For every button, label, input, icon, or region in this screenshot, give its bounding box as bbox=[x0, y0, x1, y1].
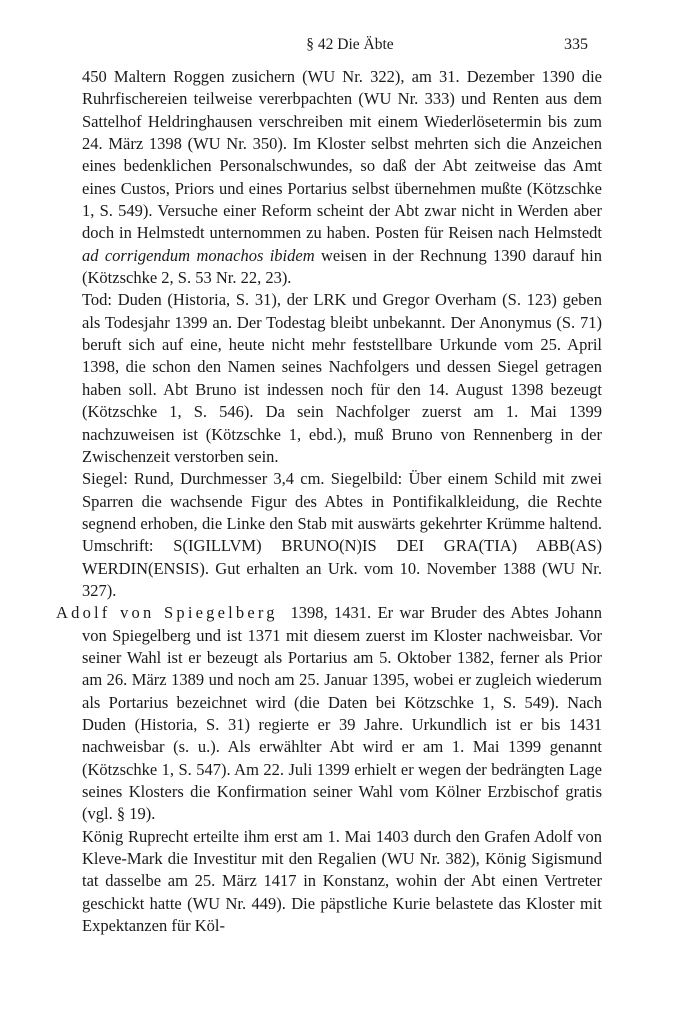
entry-heading-name: Adolf von Spiegelberg bbox=[56, 603, 278, 623]
body-text bbox=[56, 66, 607, 937]
paragraph-investiture: König Ruprecht erteilte ihm erst am 1. Mai 1403 durch den Grafen Adolf von Kleve-Mark die Investitur mit den Regalien (WU Nr. 382), König Sigismund tat dasselbe am 25. März 1417 in Konstanz, wohin der Abt einen Vertreter geschickt hatte (WU Nr. 449). Die päpstliche Kurie belastete das Kloster mit Expektanzen für Köl- bbox=[82, 826, 602, 936]
paragraph-text: weisen in der Rechnung 1390 darauf hin (Kötzschke 2, S. 53 Nr. 22, 23). bbox=[82, 245, 602, 288]
entry-adolf-von-spiegelberg bbox=[56, 602, 607, 825]
paragraph-death: Tod: Duden (Historia, S. 31), der LRK und Gregor Overham (S. 123) geben als Todesjahr 1399 an. Der Todestag bleibt unbekannt. Der Anonymus (S. 71) beruft sich auf eine, heute nicht mehr feststellbare Urkunde vom 25. April 1398, die schon den Namen seines Nachfolgers und dessen Siegel getragen haben soll. Abt Bruno ist indessen noch für den 14. August 1398 bezeugt (Kötzschke 1, S. 546). Da sein Nachfolger zuerst am 1. Mai 1399 nachzuweisen ist (Kötzschke 1, ebd.), muß Bruno von Rennenberg in der Zwischenzeit verstorben sein. bbox=[82, 290, 602, 466]
paragraph-text: 1398, 1431. Er war Bruder des Abtes Johann von Spiegelberg und ist 1371 mit diesem zuerst im Kloster nachweisbar. Vor seiner Wahl ist er bezeugt als Portarius am 5. Oktober 1382, ferner als Prior am 26. März 1389 und noch am 25. Januar 1395, wobei er zugleich wiederum als Portarius bezeichnet wird (die Daten bei Kötzschke 1, S. 549). Nach Duden (Historia, S. 31) regierte er 39 Jahre. Urkundlich ist er bis 1431 nachweisbar (s. u.). Als erwählter Abt wird er am 1. Mai 1399 genannt (Kötzschke 1, S. 547). Am 22. Juli 1399 erhielt er wegen der bedrängten Lage seines Klosters die Konfirmation seiner Wahl vom Kölner Erzbischof gratis (vgl. § 19). bbox=[82, 603, 607, 824]
paragraph-rents bbox=[82, 66, 602, 289]
paragraph-text: 450 Maltern Roggen zusichern (WU Nr. 322), am 31. Dezember 1390 die Ruhrfischereien teilweise vererbpachten (WU Nr. 333) und Renten aus dem Sattelhof Heldringhausen verschreiben mit einem Wiederlösetermin bis zum 24. März 1398 (WU Nr. 350). Im Kloster selbst mehrten sich die Anzeichen eines bedenklichen Personalschwundes, so daß der Abt zeitweise das Amt eines Custos, Priors und eines Portarius selbst übernehmen mußte (Kötzschke 1, S. 549). Versuche einer Reform scheint der Abt zwar nicht in Werden aber doch in Helmstedt unternommen zu haben. Posten für Reisen nach Helmstedt bbox=[82, 67, 602, 243]
latin-phrase: ad corrigendum monachos ibidem bbox=[82, 245, 315, 265]
page-number: 335 bbox=[564, 36, 588, 53]
running-head bbox=[0, 36, 700, 56]
section-title: § 42 Die Äbte bbox=[306, 36, 394, 53]
paragraph-seal: Siegel: Rund, Durchmesser 3,4 cm. Siegelbild: Über einem Schild mit zwei Sparren die wachsende Figur des Abtes in Pontifikalkleidung, die Rechte segnend erhoben, die Linke den Stab mit auswärts gekehrter Krümme haltend. Umschrift: S(IGILLVM) BRUNO(N)IS DEI GRA(TIA) ABB(AS) WERDIN(ENSIS). Gut erhalten an Urk. vom 10. November 1388 (WU Nr. 327). bbox=[82, 469, 602, 600]
